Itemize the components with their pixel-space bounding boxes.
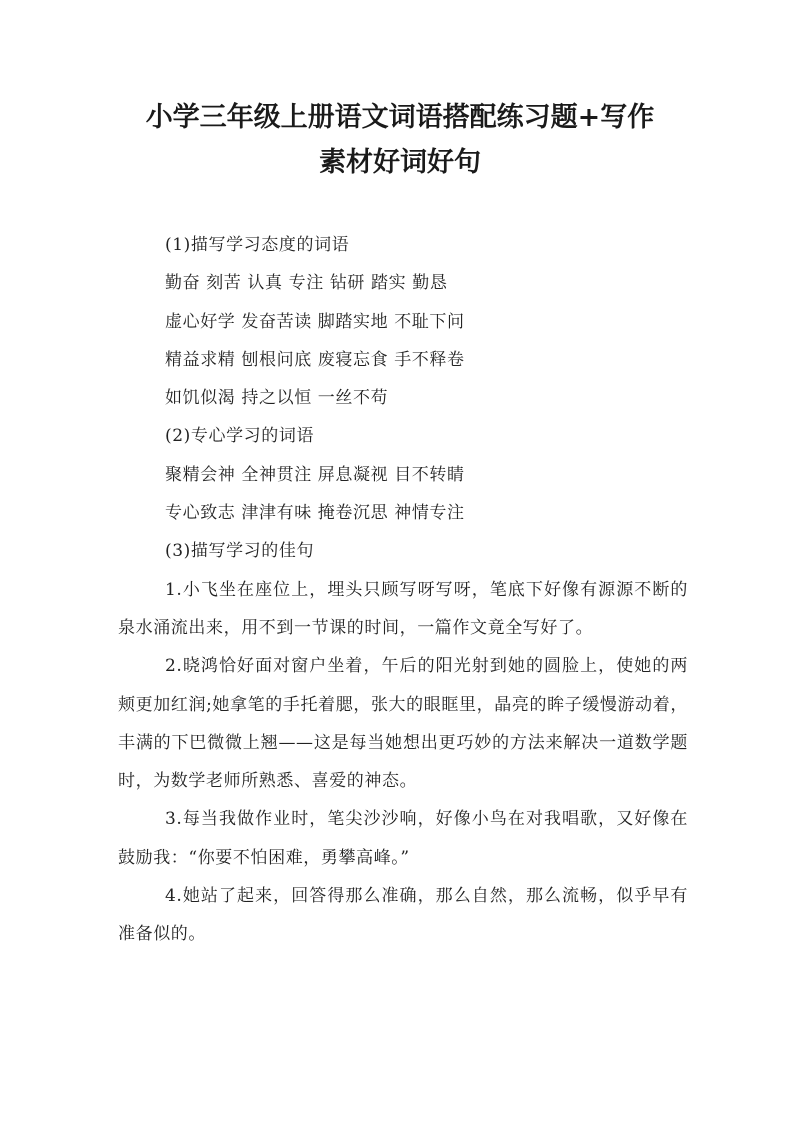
- sentence-paragraph: 2.晓鸿恰好面对窗户坐着，午后的阳光射到她的圆脸上，使她的两颊更加红润;她拿笔的手托着腮，张大的眼眶里，晶亮的眸子缓慢游动着，丰满的下巴微微上翘——这是每当她想出更巧妙的方法来解决一道数学题时，为数学老师所熟悉、喜爱的神态。: [118, 656, 688, 792]
- section-2-line: 聚精会神 全神贯注 屏息凝视 目不转睛: [165, 464, 465, 485]
- section-1-line: 如饥似渴 持之以恒 一丝不苟: [165, 388, 389, 409]
- section-3-heading: (3)描写学习的佳句: [165, 541, 315, 562]
- document-title-line-1: 小学三年级上册语文词语搭配练习题+写作: [145, 102, 655, 133]
- section-1-line: 勤奋 刻苦 认真 专注 钻研 踏实 勤恳: [165, 273, 448, 294]
- section-1-line: 虚心好学 发奋苦读 脚踏实地 不耻下问: [165, 311, 465, 332]
- section-1-heading: (1)描写学习态度的词语: [165, 235, 350, 255]
- section-2-heading: (2)专心学习的词语: [165, 426, 315, 447]
- sentence-paragraph: 3.每当我做作业时，笔尖沙沙响，好像小鸟在对我唱歌，又好像在鼓励我：“你要不怕困难，勇攀高峰。”: [118, 809, 688, 868]
- section-2-line: 专心致志 津津有味 掩卷沉思 神情专注: [165, 503, 465, 524]
- document-body: [118, 226, 688, 954]
- section-1-line: 精益求精 刨根问底 废寝忘食 手不释卷: [165, 349, 465, 370]
- sentence-paragraph: 4.她站了起来，回答得那么准确，那么自然，那么流畅，似乎早有准备似的。: [118, 886, 688, 945]
- document-title-line-2: 素材好词好句: [319, 147, 481, 178]
- sentence-paragraph: 1.小飞坐在座位上，埋头只顾写呀写呀，笔底下好像有源源不断的泉水涌流出来，用不到一节课的时间，一篇作文竟全写好了。: [118, 579, 688, 638]
